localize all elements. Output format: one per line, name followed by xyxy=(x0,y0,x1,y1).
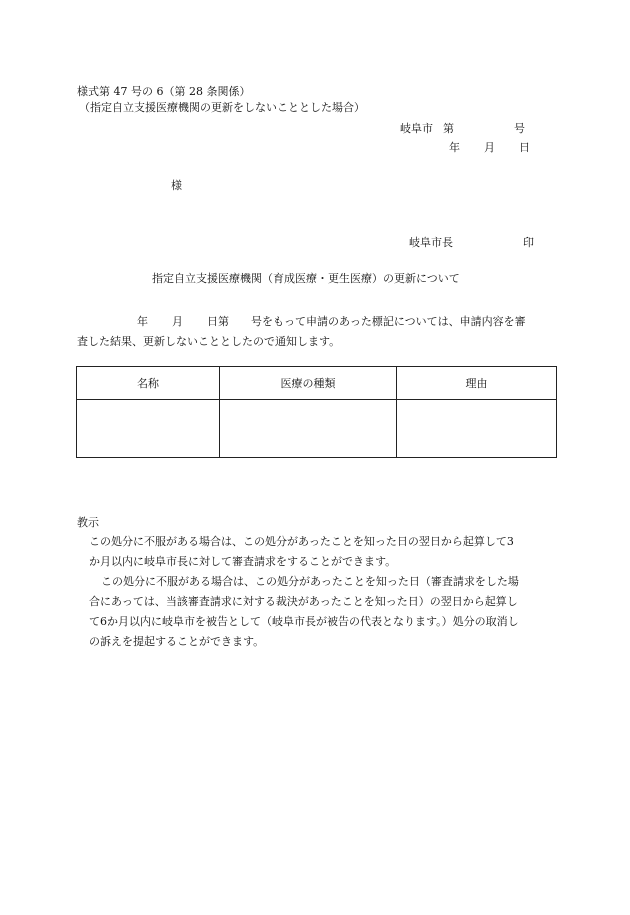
notice-body xyxy=(77,312,560,352)
notice-body-line-1 xyxy=(77,312,560,332)
document-number-suffix: 号 xyxy=(514,122,525,135)
cell-reason xyxy=(397,400,557,458)
instruction-paragraph-2 xyxy=(89,572,559,652)
issue-date-month: 月 xyxy=(484,141,495,154)
notice-ref-month: 月 xyxy=(172,315,183,328)
column-header-name: 名称 xyxy=(77,367,220,400)
cell-treatment-type xyxy=(220,400,397,458)
instruction-paragraph-1 xyxy=(89,532,559,572)
form-number: 様式第 47 号の 6（第 28 条関係） xyxy=(77,85,251,98)
document-number-prefix: 第 xyxy=(443,122,454,135)
instruction-1-line-2: か月以内に岐阜市長に対して審査請求をすることができます。 xyxy=(89,555,397,568)
instruction-2-line-2: 合にあっては、当該審査請求に対する裁決があったことを知った日）の翌日から起算し xyxy=(89,595,518,608)
issuer-city: 岐阜市 xyxy=(400,122,433,135)
addressee-honorific: 様 xyxy=(171,179,182,192)
notice-title: 指定自立支援医療機関（育成医療・更生医療）の更新について xyxy=(152,272,460,285)
mayor-signature xyxy=(409,236,534,250)
issue-date-year: 年 xyxy=(449,141,460,154)
column-header-treatment-type: 医療の種類 xyxy=(220,367,397,400)
notice-body-text-1: 号をもって申請のあった標記については、申請内容を審 xyxy=(251,315,526,328)
instruction-heading: 教示 xyxy=(77,516,99,529)
form-case-note: （指定自立支援医療機関の更新をしないこととした場合） xyxy=(79,101,365,114)
column-header-reason: 理由 xyxy=(397,367,557,400)
issuer-document-number xyxy=(400,122,525,136)
table-header-row xyxy=(77,367,557,400)
mayor-title: 岐阜市長 xyxy=(409,236,453,249)
issue-date xyxy=(449,141,530,155)
instruction-2-line-3: て6か月以内に岐阜市を被告として（岐阜市長が被告の代表となります。）処分の取消し xyxy=(89,615,519,628)
cell-name xyxy=(77,400,220,458)
table-row xyxy=(77,400,557,458)
issue-date-day: 日 xyxy=(519,141,530,154)
seal-mark: 印 xyxy=(523,236,534,249)
institution-table xyxy=(76,366,557,458)
instruction-1-line-1: この処分に不服がある場合は、この処分があったことを知った日の翌日から起算して3 xyxy=(89,535,514,548)
notice-ref-year: 年 xyxy=(137,315,148,328)
notice-body-line-2: 査した結果、更新しないこととしたので通知します。 xyxy=(77,335,341,348)
instruction-2-line-1: この処分に不服がある場合は、この処分があったことを知った日（審査請求をした場 xyxy=(101,575,519,588)
instruction-2-line-4: の訴えを提起することができます。 xyxy=(89,635,265,648)
notice-ref-day: 日第 xyxy=(207,315,229,328)
